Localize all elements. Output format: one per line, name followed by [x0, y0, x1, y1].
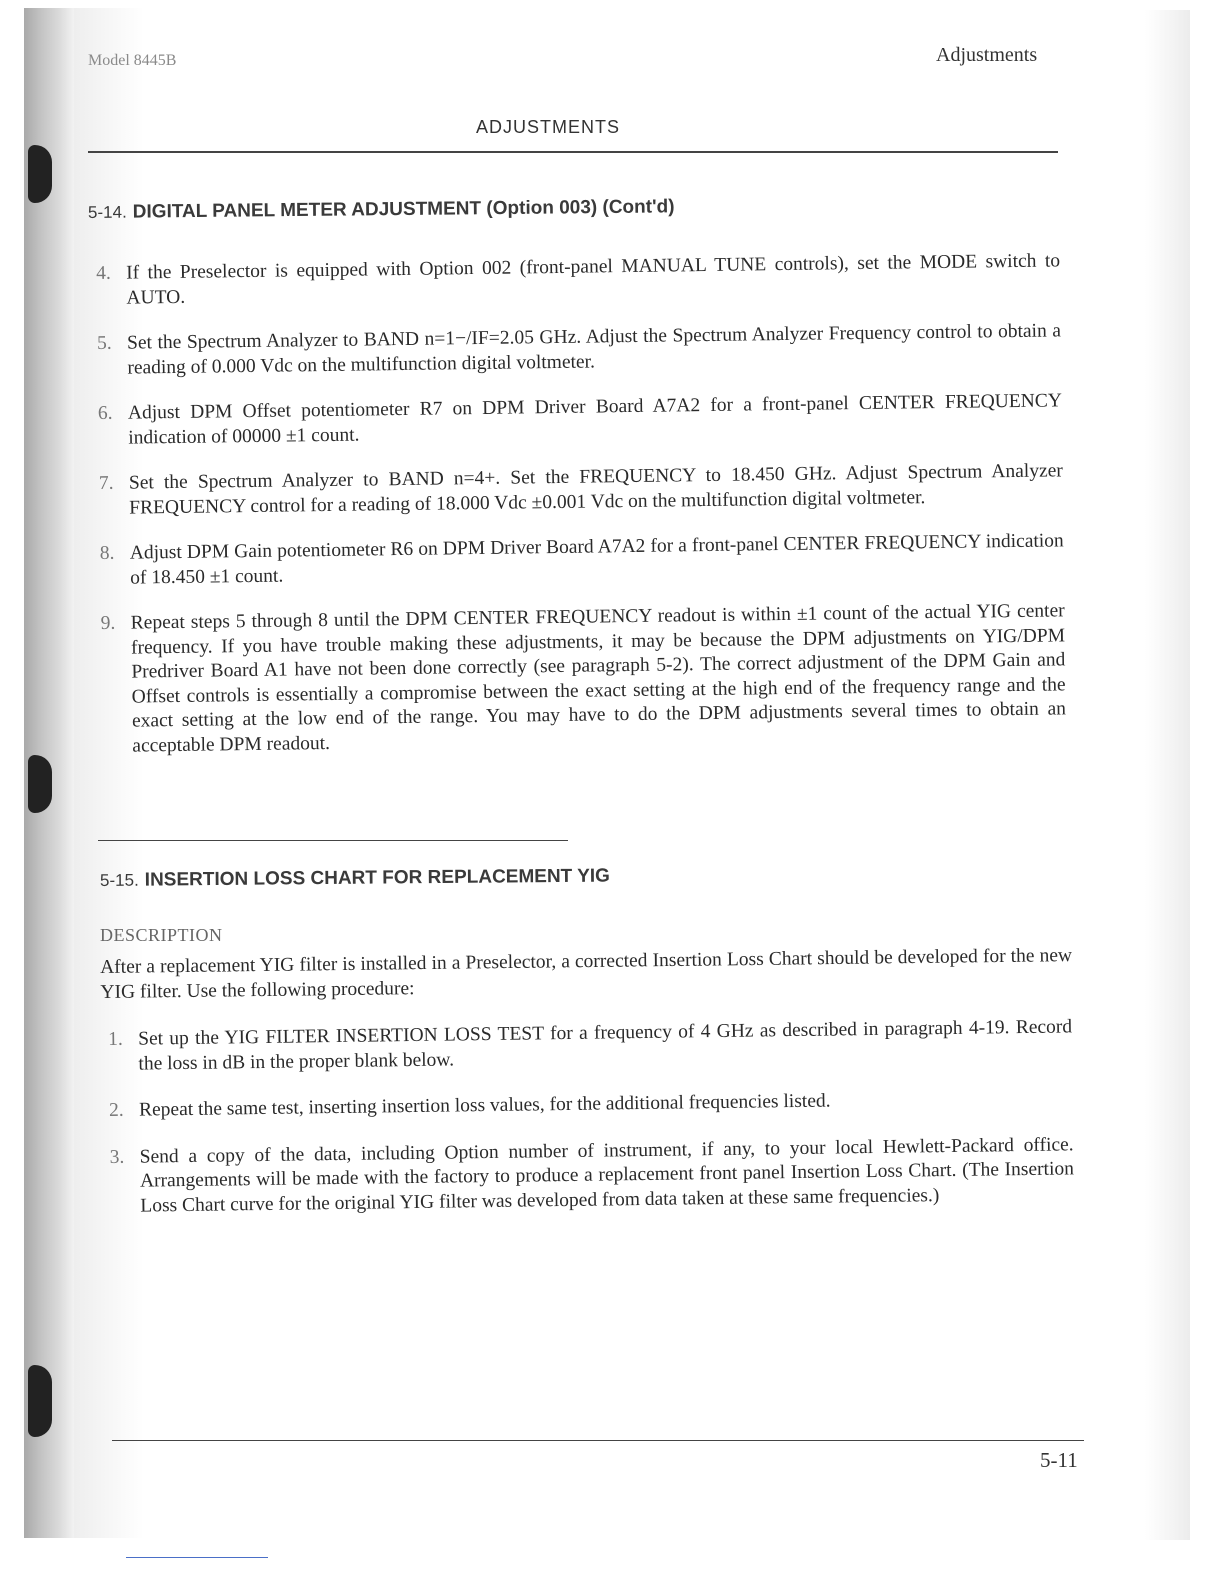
step-number: 2.	[108, 1099, 124, 1121]
dpm-adjustment-steps	[96, 249, 1067, 780]
binder-hole	[28, 755, 52, 813]
step-number: 6.	[97, 402, 113, 424]
step-text: Adjust DPM Gain potentiometer R6 on DPM Driver Board A7A2 for a front-panel CENTER FREQUENCY indication of 18.450 ±1 count.	[129, 530, 1064, 589]
model-label: Model 8445B	[88, 52, 177, 69]
section-number: 5-15.	[99, 870, 139, 890]
list-item	[110, 1133, 1075, 1219]
step-number: 3.	[109, 1146, 125, 1168]
step-text: Set up the YIG FILTER INSERTION LOSS TEST for a frequency of 4 GHz as described in paragraph 4-19. Record the loss in dB in the proper blank below.	[138, 1016, 1073, 1075]
list-item	[109, 1086, 1073, 1123]
step-number: 7.	[98, 472, 114, 494]
step-text: Set the Spectrum Analyzer to BAND n=4+. Set the FREQUENCY to 18.450 GHz. Adjust Spectrum Analyzer FREQUENCY control for a reading of 18.000 Vdc ±0.001 Vdc on the multifunction digital voltmeter.	[128, 460, 1063, 519]
step-number: 1.	[108, 1028, 123, 1050]
step-text: Set the Spectrum Analyzer to BAND n=1−/IF=2.05 GHz. Adjust the Spectrum Analyzer Frequency control to obtain a reading of 0.000 Vdc on the multifunction digital voltmeter.	[126, 320, 1062, 379]
step-number: 9.	[100, 612, 116, 634]
step-text: If the Preselector is equipped with Option 002 (front-panel MANUAL TUNE controls), set the MODE switch to AUTO.	[126, 250, 1061, 309]
list-item	[108, 1015, 1073, 1077]
section-5-14-heading	[88, 196, 675, 224]
section-title: INSERTION LOSS CHART FOR REPLACEMENT YIG	[144, 865, 611, 891]
binder-hole	[28, 1365, 52, 1437]
step-number: 8.	[99, 542, 115, 564]
binder-hole	[28, 145, 52, 203]
footer-rule	[112, 1440, 1084, 1441]
step-text: Adjust DPM Offset potentiometer R7 on DPM Driver Board A7A2 for a front-panel CENTER FREQUENCY indication of 00000 ±1 count.	[127, 390, 1063, 449]
page-edge-shadow	[1145, 10, 1190, 1540]
step-text: Repeat the same test, inserting insertion loss values, for the additional frequencies listed.	[138, 1090, 831, 1121]
header-rule	[88, 151, 1058, 153]
step-text: Send a copy of the data, including Option number of instrument, if any, to your local Hewlett-Packard office. Arrangements will be made with the factory to produce a replacement front panel Insertion Loss Chart. (The Insertion Loss Chart curve for the original YIG filter was developed from data taken at these same frequencies.)	[139, 1133, 1075, 1217]
page-number: 5-11	[1040, 1448, 1078, 1472]
section-5-15-heading	[100, 866, 610, 892]
insertion-loss-steps	[108, 1015, 1075, 1241]
section-number: 5-14.	[87, 202, 127, 222]
step-text: Repeat steps 5 through 8 until the DPM CENTER FREQUENCY readout is within ±1 count of the actual YIG center frequency. If you have trouble making these adjustments, it may be because the DPM adjustments on YIG/DPM Predriver Board A1 have not been done correctly (see paragraph 5-2). The correct adjustment of the DPM Gain and Offset controls is essentially a compromise between the exact setting at the high end of the frequency range and the exact setting at the low end of the range. You may have to do the DPM adjustments several times to obtain an acceptable DPM readout.	[130, 600, 1067, 757]
list-item	[100, 529, 1065, 591]
list-item	[99, 459, 1064, 521]
list-item	[96, 249, 1061, 311]
step-number: 4.	[96, 262, 111, 284]
section-divider	[98, 840, 568, 841]
section-title: DIGITAL PANEL METER ADJUSTMENT (Option 003) (Cont'd)	[132, 196, 675, 223]
step-number: 5.	[96, 332, 112, 354]
page-title: ADJUSTMENTS	[476, 117, 621, 137]
list-item	[98, 389, 1063, 451]
list-item	[101, 599, 1067, 759]
intro-paragraph: After a replacement YIG filter is installed in a Preselector, a corrected Insertion Loss Chart should be developed for the new YIG filter. Use the following procedure:	[100, 945, 1073, 1003]
list-item	[97, 319, 1062, 381]
scan-artifact-line	[126, 1557, 268, 1558]
running-head: Adjustments	[936, 44, 1038, 66]
description-label: DESCRIPTION	[100, 925, 223, 945]
